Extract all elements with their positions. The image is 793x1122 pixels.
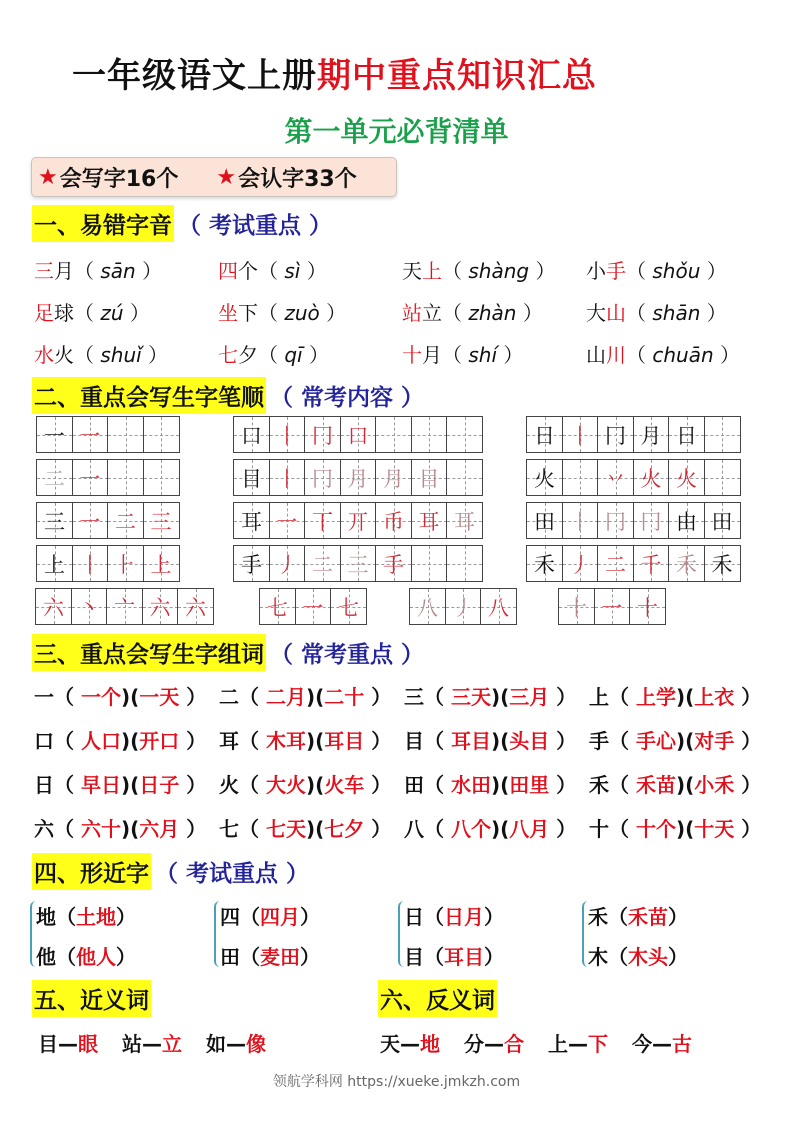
pinyin-item: 坐下（ zuò ） — [218, 300, 347, 325]
pinyin-row — [34, 332, 774, 374]
section-heading-synonyms — [32, 980, 151, 1017]
stroke-grid-row: 七 一 七 — [259, 588, 367, 625]
similar-pair: 地 （ 土地 ） 他 （ 他人 ） — [32, 895, 216, 975]
pinyin-item: 十月（ shí ） — [402, 342, 524, 367]
word-building-list — [34, 673, 774, 849]
antonym-pair: 今—古 — [632, 1032, 692, 1056]
pinyin-row — [34, 248, 774, 290]
word-group: 日（ 早日)(日子 ） — [34, 772, 207, 797]
brace-icon — [30, 901, 36, 967]
pinyin-item: 山川（ chuān ） — [586, 342, 740, 367]
section-title: 六、反义词 — [378, 980, 497, 1017]
pinyin-item: 小手（ shǒu ） — [586, 258, 727, 283]
word-group: 八（ 八个)(八月 ） — [404, 816, 577, 841]
pinyin-item: 三月（ sān ） — [34, 258, 163, 283]
pinyin-item: 站立（ zhàn ） — [402, 300, 543, 325]
word-group: 上（ 上学)(上衣 ） — [589, 684, 762, 709]
stroke-grid-row: 手 丿 二 三 手 — [233, 545, 483, 582]
word-row — [34, 805, 774, 849]
section-title: 三、重点会写生字组词 — [32, 634, 266, 671]
section-heading-pronunciation — [32, 205, 332, 242]
antonym-pair: 天—地 — [380, 1032, 440, 1056]
section-note: （ 常考重点 ） — [270, 641, 425, 668]
word-group: 三（ 三天)(三月 ） — [404, 684, 577, 709]
section-heading-similar-chars — [32, 853, 309, 890]
word-group: 六（ 六十)(六月 ） — [34, 816, 207, 841]
word-group: 口（ 人口)(开口 ） — [34, 728, 207, 753]
title-black-part: 一年级语文上册 — [72, 56, 317, 96]
synonym-pair: 目—眼 — [38, 1032, 98, 1056]
section-heading-antonyms — [378, 980, 497, 1017]
stroke-grid-row: 火 丷 火 火 — [526, 459, 741, 496]
footer-watermark: 领航学科网 https://xueke.jmkzh.com — [272, 1074, 521, 1090]
brace-icon — [214, 901, 220, 967]
section-title: 四、形近字 — [32, 853, 151, 890]
word-row — [34, 717, 774, 761]
stroke-grid-row: 口 丨 冂 口 — [233, 416, 483, 453]
brace-icon — [582, 901, 588, 967]
word-group: 禾（ 禾苗)(小禾 ） — [589, 772, 762, 797]
pinyin-item: 大山（ shān ） — [586, 300, 727, 325]
character-count-badge — [31, 157, 397, 197]
page-title — [72, 48, 597, 97]
brace-icon — [398, 901, 404, 967]
word-group: 目（ 耳目)(头目 ） — [404, 728, 577, 753]
pinyin-item: 水火（ shuǐ ） — [34, 342, 169, 367]
section-note: （ 常考内容 ） — [270, 384, 425, 411]
page-subtitle: 第一单元必背清单 — [284, 115, 509, 148]
word-row — [34, 761, 774, 805]
stroke-grid-row: 六 丶 亠 六 六 — [35, 588, 214, 625]
stroke-grid-row: 日 丨 冂 月 日 — [526, 416, 741, 453]
stroke-grid-row: 一 一 — [36, 416, 180, 453]
stroke-grid-row: 三 一 二 三 — [36, 502, 180, 539]
word-group: 十（ 十个)(十天 ） — [589, 816, 762, 841]
synonym-list — [38, 1028, 290, 1057]
pinyin-item: 足球（ zú ） — [34, 300, 150, 325]
pinyin-row — [34, 290, 774, 332]
section-note: （ 考试重点 ） — [178, 212, 333, 239]
similar-pair: 禾 （ 禾苗 ） 木 （ 木头 ） — [584, 895, 768, 975]
word-group: 火（ 大火)(火车 ） — [219, 772, 392, 797]
recognize-count-label: 会认字33个 — [238, 166, 357, 192]
word-group: 二（ 二月)(二十 ） — [219, 684, 392, 709]
stroke-grid-row: 田 丨 冂 冂 由 田 — [526, 502, 741, 539]
stroke-grid-row: 二 一 — [36, 459, 180, 496]
antonym-pair: 分—合 — [464, 1032, 524, 1056]
stroke-grid-row: 十 一 十 — [558, 588, 666, 625]
stroke-grid-row: 上 丨 ⺊ 上 — [36, 545, 180, 582]
stroke-grid-row: 八 丿 八 — [409, 588, 517, 625]
stroke-grid-row: 耳 一 丅 丌 币 耳 耳 — [233, 502, 483, 539]
antonym-list — [380, 1028, 716, 1057]
section-title: 一、易错字音 — [32, 205, 174, 242]
similar-pair: 日 （ 日月 ） 目 （ 耳目 ） — [400, 895, 584, 975]
similar-pair: 四 （ 四月 ） 田 （ 麦田 ） — [216, 895, 400, 975]
title-red-part: 期中重点知识汇总 — [317, 56, 597, 96]
pinyin-item: 七夕（ qī ） — [218, 342, 329, 367]
word-group: 一（ 一个)(一天 ） — [34, 684, 207, 709]
write-count-label: 会写字16个 — [59, 166, 179, 192]
word-group: 七（ 七天)(七夕 ） — [219, 816, 392, 841]
section-heading-word-building — [32, 634, 424, 671]
word-group: 耳（ 木耳)(耳目 ） — [219, 728, 392, 753]
pinyin-item: 天上（ shàng ） — [402, 258, 556, 283]
pinyin-item: 四个（ sì ） — [218, 258, 327, 283]
star-icon: ★ — [38, 164, 58, 190]
stroke-grid-row: 禾 丿 二 千 禾 禾 — [526, 545, 741, 582]
word-row — [34, 673, 774, 717]
section-note: （ 考试重点 ） — [155, 860, 310, 887]
antonym-pair: 上—下 — [548, 1032, 608, 1056]
section-heading-stroke-order — [32, 377, 424, 414]
word-group: 田（ 水田)(田里 ） — [404, 772, 577, 797]
section-title: 五、近义词 — [32, 980, 151, 1017]
synonym-pair: 如—像 — [206, 1032, 266, 1056]
word-group: 手（ 手心)(对手 ） — [589, 728, 762, 753]
synonym-pair: 站—立 — [122, 1032, 182, 1056]
section-title: 二、重点会写生字笔顺 — [32, 377, 266, 414]
similar-chars-list — [32, 895, 772, 975]
star-icon: ★ — [216, 164, 237, 190]
stroke-grid-row: 目 丨 冂 月 月 目 — [233, 459, 483, 496]
pinyin-list — [34, 248, 774, 374]
